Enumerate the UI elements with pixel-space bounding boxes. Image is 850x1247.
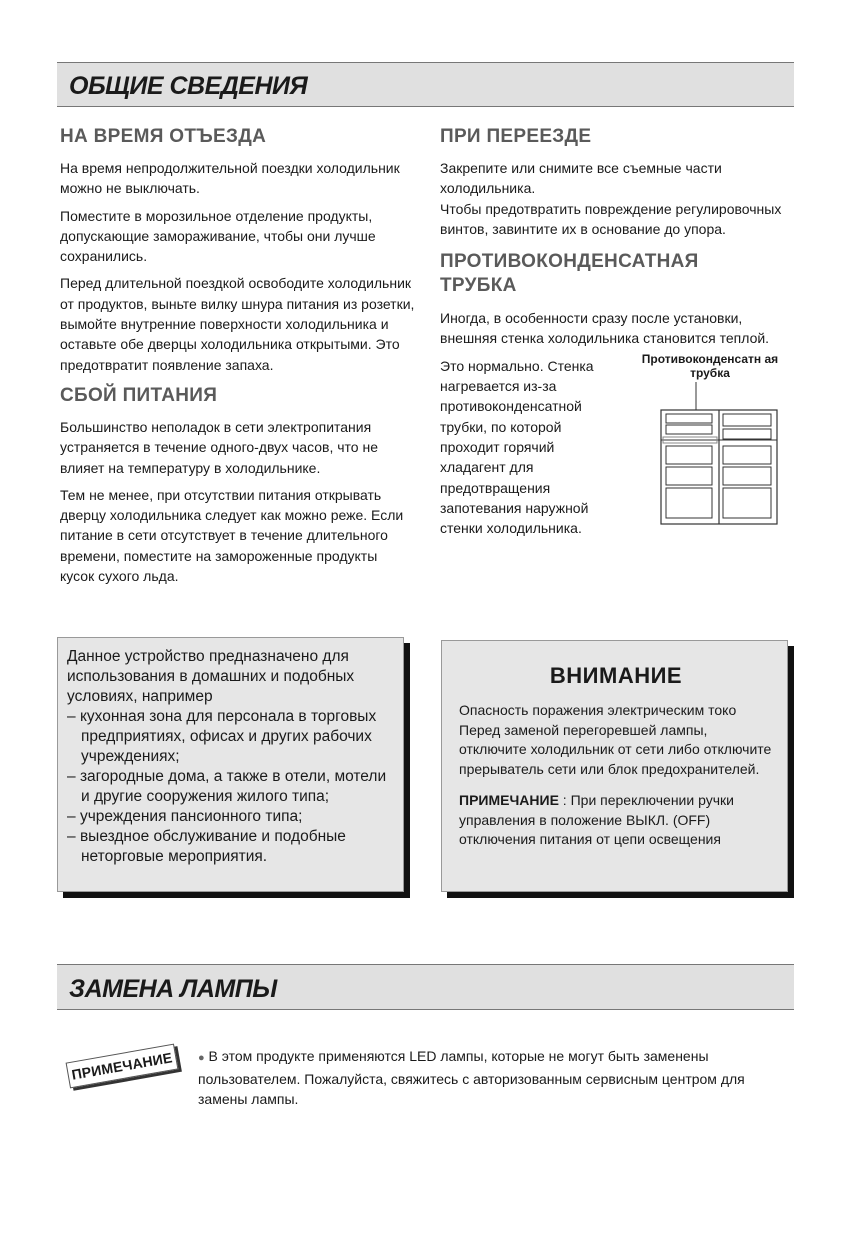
anticondensation-detail	[440, 351, 790, 546]
usage-intro: Данное устройство предназначено для использования в домашних и подобных условиях, например	[67, 648, 355, 705]
anticondensation-heading-line2: ТРУБКА	[440, 275, 517, 297]
lamp-note-text: В этом продукте применяются LED лампы, которые не могут быть заменены пользователем. Пожалуйста, свяжитесь с авторизованным сервисным центром для замены лампы.	[198, 1048, 745, 1107]
list-item: – выездное обслуживание и подобные неторговые мероприятия.	[67, 827, 393, 867]
warning-note-label: ПРИМЕЧАНИЕ	[459, 792, 559, 808]
moving-paragraph: Закрепите или снимите все съемные части холодильника.	[440, 160, 722, 197]
list-item: – кухонная зона для персонала в торговых предприятиях, офисах и других рабочих учреждениях;	[67, 707, 393, 767]
moving-heading: ПРИ ПЕРЕЕЗДЕ	[440, 126, 592, 147]
vacation-paragraph: Поместите в морозильное отделение продукты, допускающие замораживание, чтобы они лучше сохранились.	[60, 207, 376, 265]
list-item: – учреждения пансионного типа;	[67, 807, 393, 827]
usage-list	[67, 707, 393, 867]
warning-box	[441, 640, 788, 892]
diagram-caption: Противоконденсатн ая трубка	[641, 351, 779, 380]
anticondensation-heading-line1: ПРОТИВОКОНДЕНСАТНАЯ	[440, 251, 699, 273]
anticondensation-heading	[440, 250, 790, 298]
section-title: ЗАМЕНА ЛАМПЫ	[69, 975, 277, 1003]
moving-paragraph: Чтобы предотвратить повреждение регулировочных винтов, завинтите их в основание до упора.	[440, 200, 782, 237]
power-failure-paragraph: Тем не менее, при отсутствии питания открывать дверцу холодильника следует как можно реже. Если питание в сети отсутствует в течение длительного времени, поместите на замороженные продукты кусок сухого льда.	[60, 486, 404, 585]
warning-note-text: : При переключении ручки управления в положение ВЫКЛ. (OFF) отключения питания от цепи освещения	[459, 792, 734, 847]
power-failure-heading: СБОЙ ПИТАНИЯ	[60, 384, 218, 406]
warning-title: ВНИМАНИЕ	[549, 663, 683, 688]
vacation-paragraph: Перед длительной поездкой освободите холодильник от продуктов, выньте вилку шнура питания из розетки, вымойте внутренние поверхности холодильника и оставьте обе дверцы холодильника открытыми. Это предотвратит появление запаха.	[60, 275, 415, 373]
list-item: – загородные дома, а также в отели, мотели и другие сооружения жилого типа;	[67, 767, 393, 807]
warning-line: Перед заменой перегоревшей лампы, отключите холодильник от сети либо отключите прерыватель сети или блок предохранителей.	[459, 721, 772, 777]
note-badge	[63, 1045, 181, 1089]
vacation-paragraph: На время непродолжительной поездки холодильник можно не выключать.	[60, 160, 400, 197]
usage-info-box	[57, 637, 404, 892]
anticondensation-body: Это нормально. Стенка нагревается из-за противоконденсатной трубки, по которой проходит горячий хладагент для предотвращения запотевания наружной стенки холодильника.	[440, 357, 594, 537]
refrigerator-diagram	[630, 352, 790, 535]
section-header-lamp	[57, 964, 794, 1010]
vacation-heading: НА ВРЕМЯ ОТЪЕЗДА	[60, 126, 267, 147]
power-failure-paragraph: Большинство неполадок в сети электропитания устраняется в течение одного-двух часов, что не влияет на температуру в холодильнике.	[60, 418, 378, 476]
bullet-icon: ●	[198, 1052, 205, 1064]
note-badge-label: ПРИМЕЧАНИЕ	[66, 1044, 179, 1089]
left-column	[60, 126, 415, 593]
lamp-note	[198, 1046, 798, 1110]
section-header-general	[57, 62, 794, 107]
warning-line: Опасность поражения электрическим токо	[459, 702, 737, 718]
section-title: ОБЩИЕ СВЕДЕНИЯ	[69, 72, 308, 100]
refrigerator-pipe-illustration	[630, 380, 790, 530]
anticondensation-intro: Иногда, в особенности сразу после установки, внешняя стенка холодильника становится теплой.	[440, 310, 770, 347]
right-column	[440, 126, 790, 546]
warning-note	[459, 791, 773, 850]
